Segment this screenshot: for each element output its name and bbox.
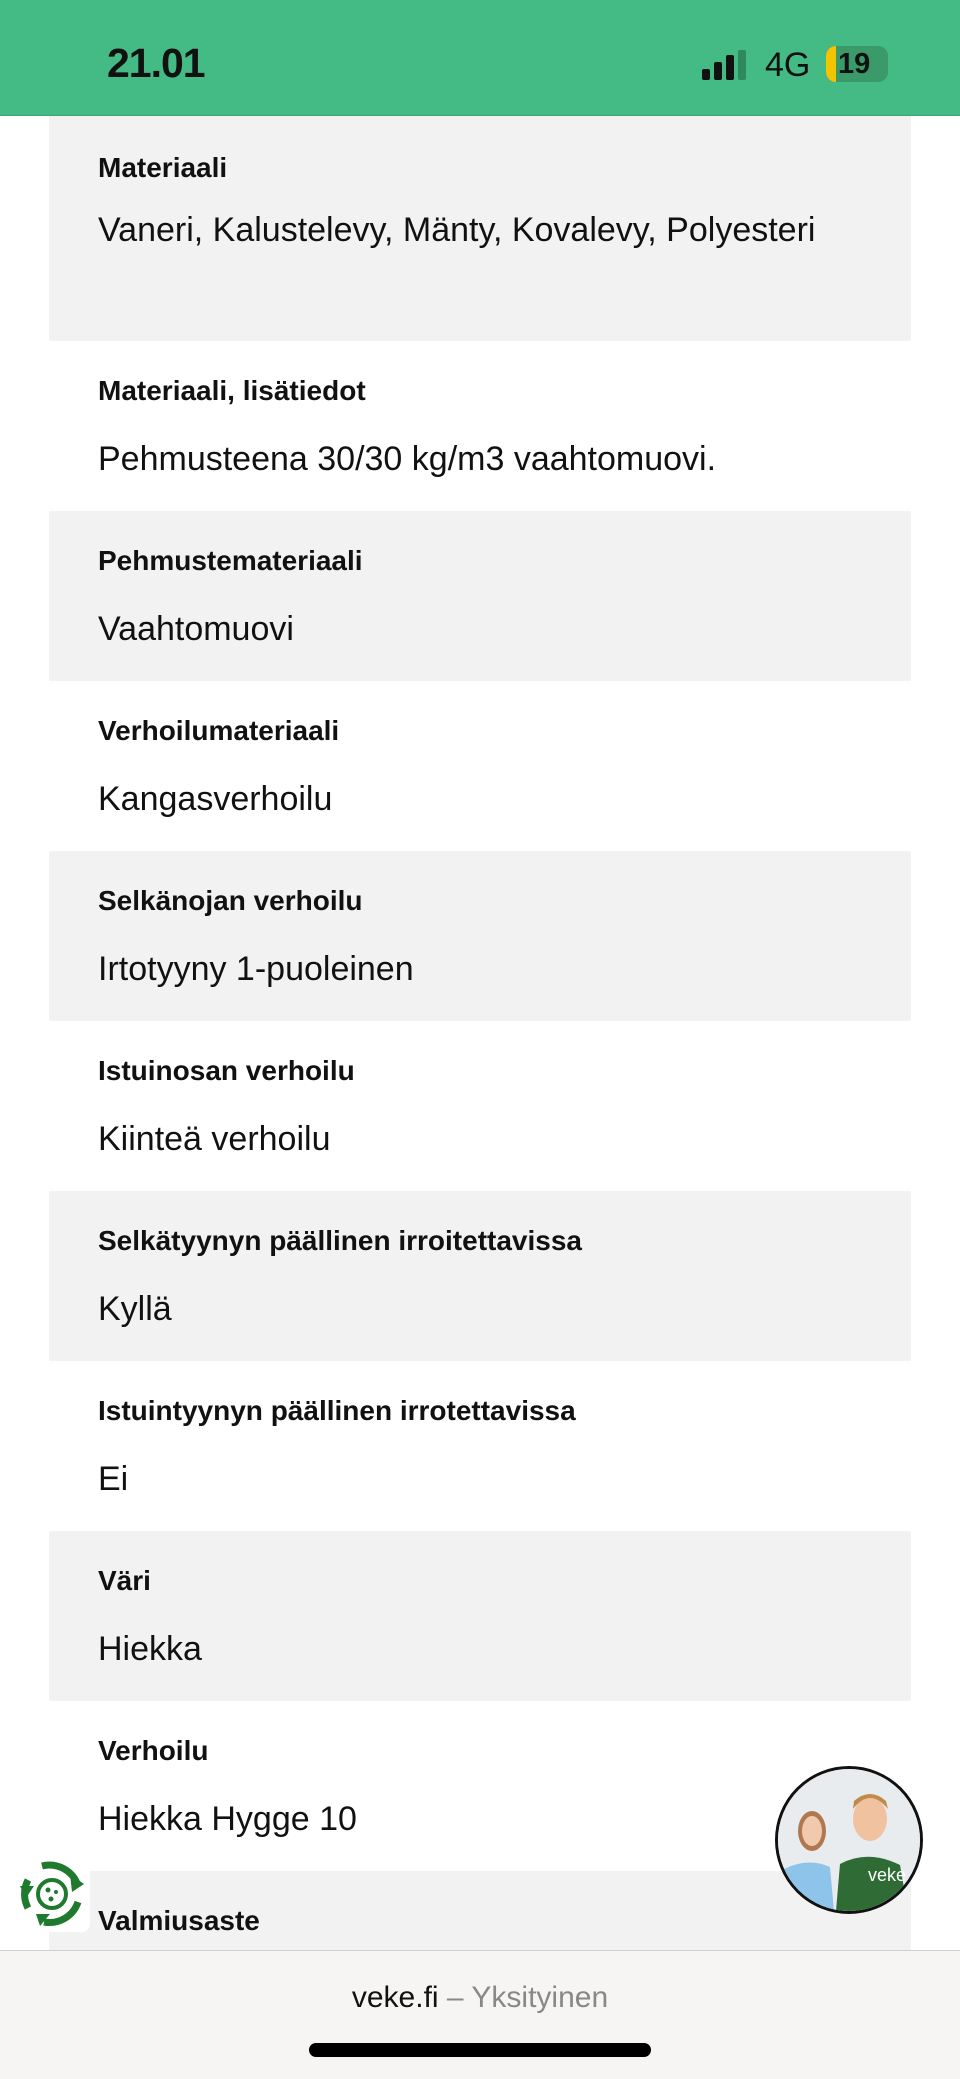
spec-label: Verhoilu — [98, 1735, 209, 1766]
spec-label: Väri — [98, 1565, 151, 1596]
spec-label: Selkänojan verhoilu — [98, 885, 363, 916]
home-indicator[interactable] — [309, 2043, 651, 2057]
spec-row — [49, 851, 911, 1021]
spec-value: Hiekka Hygge 10 — [98, 1800, 357, 1838]
spec-row — [49, 1021, 911, 1191]
spec-value: Irtotyyny 1-puoleinen — [98, 950, 414, 988]
spec-row — [49, 1191, 911, 1361]
battery-level: 19 — [838, 48, 871, 80]
spec-label: Materiaali — [98, 152, 228, 183]
spec-row — [49, 116, 911, 341]
chat-agent-avatar[interactable] — [775, 1766, 923, 1914]
spec-label: Verhoilumateriaali — [98, 715, 340, 746]
spec-value: Kiinteä verhoilu — [98, 1120, 331, 1158]
spec-row — [49, 681, 911, 851]
spec-row — [49, 1531, 911, 1701]
spec-value: Hiekka — [98, 1630, 202, 1668]
spec-value: Kangasverhoilu — [98, 780, 333, 818]
circular-economy-badge-icon[interactable] — [14, 1856, 90, 1932]
battery-icon — [826, 46, 888, 82]
spec-label: Istuintyynyn päällinen irrotettavissa — [98, 1395, 576, 1426]
avatar-shirt-logo: veke — [868, 1865, 907, 1885]
spec-value: Vaneri, Kalustelevy, Mänty, Kovalevy, Polyesteri — [98, 211, 816, 249]
url-display[interactable] — [0, 1981, 960, 2015]
spec-value: Kyllä — [98, 1290, 172, 1328]
spec-value: Vaahtomuovi — [98, 610, 294, 648]
spec-label: Valmiusaste — [98, 1905, 260, 1936]
network-type: 4G — [765, 46, 811, 84]
spec-label: Pehmustemateriaali — [98, 545, 363, 576]
spec-list — [0, 116, 960, 2041]
spec-label: Istuinosan verhoilu — [98, 1055, 355, 1086]
spec-value: Pehmusteena 30/30 kg/m3 vaahtomuovi. — [98, 440, 717, 478]
spec-label: Selkätyynyn päällinen irroitettavissa — [98, 1225, 582, 1256]
spec-label: Materiaali, lisätiedot — [98, 375, 366, 406]
private-mode-label: – Yksityinen — [446, 1981, 609, 2014]
spec-row — [49, 511, 911, 681]
cellular-signal-icon — [702, 50, 750, 80]
spec-row — [49, 341, 911, 511]
url-domain: veke.fi — [351, 1981, 439, 2014]
status-time: 21.01 — [107, 40, 205, 86]
browser-address-bar[interactable] — [0, 1950, 960, 2079]
spec-value: Ei — [98, 1460, 129, 1498]
status-bar — [0, 0, 960, 116]
spec-row — [49, 1361, 911, 1531]
